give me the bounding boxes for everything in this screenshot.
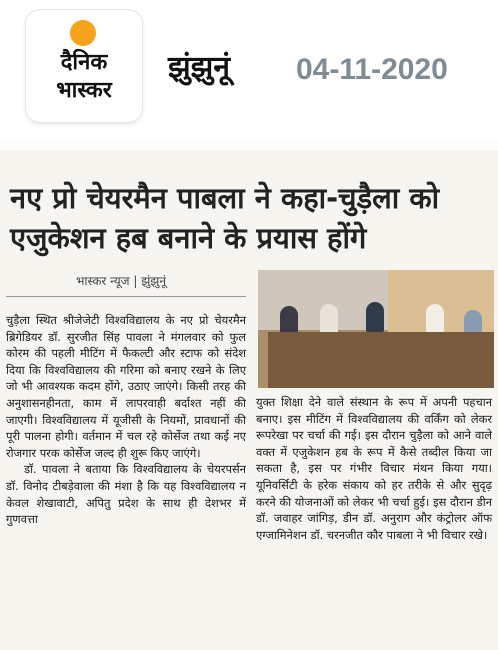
article-headline: नए प्रो चेयरमैन पाबला ने कहा-चुड़ैला को एजुकेशन हब बनाने के प्रयास होंगे: [10, 181, 440, 255]
photo-person: [366, 302, 384, 332]
edition-date: 04-11-2020: [296, 53, 448, 86]
masthead: [0, 0, 498, 140]
article-paragraph: चुड़ैला स्थित श्रीजेजेटी विश्वविद्यालय के नए प्रो चेयरमैन ब्रिगेडियर डॉ. सुरजीत सिंह पावला ने मंगलवार को फुल कोरम की पहली मीटिंग में फैकल्टी और स्टाफ को संदेश दिया कि विश्वविद्यालय की गरिमा को बनाए रखने के लिए जो भी आवश्यक कदम होंगे, उठाए जाएंगे। किसी तरह की अनुशासनहीनता, काम में लापरवाही बर्दाश्त नहीं की जाएगी। विश्वविद्यालय में यूजीसी के नियमों, प्रावधानों की पूरी पालना होगी। वर्तमान में चल रहे कोर्सेज तथा कई नए रोजगार परक कोर्सेज जल्द ही शुरू किए जाएंगे।: [6, 313, 246, 460]
meeting-photo: [258, 270, 494, 388]
article-column-left: [6, 312, 246, 528]
edition-city: झुंझुनूं: [168, 50, 231, 85]
dainik-bhaskar-logo: [26, 10, 142, 122]
article-paragraph: युक्त शिक्षा देने वाले संस्थान के रूप में अपनी पहचान बनाए। इस मीटिंग में विश्वविद्यालय की वर्किंग को लेकर रूपरेखा पर चर्चा की गई। इस दौरान चुड़ैला को आने वाले वक्त में एजुकेशन हब के रूप में कैसे तब्दील किया जा सकता है, इस पर गंभीर विचार मंथन किया गया। यूनिवर्सिटी के हरेक संकाय को हर तरीके से और सुदृढ़ करने की योजनाओं को लेकर भी चर्चा हुई। इस दौरान डीन डॉ. जवाहर जांगिड़, डीन डॉ. अनुराग और कंट्रोलर ऑफ एग्जामिनेशन डॉ. चरनजीत कौर पाबला ने भी विचार रखे।: [256, 395, 492, 542]
article-byline: भास्कर न्यूज | झुंझुनूं: [76, 274, 167, 288]
article-column-right: [256, 394, 492, 543]
article-paragraph: डॉ. पावला ने बताया कि विश्वविद्यालय के चेयरपर्सन डॉ. विनोद टीबड़ेवाला की मंशा है कि यह विश्वविद्यालय न केवल शेखावाटी, अपितु प्रदेश के साथ ही देशभर में गुणवत्ता: [6, 462, 246, 527]
photo-table: [268, 332, 494, 388]
sun-icon: [70, 20, 96, 46]
byline-divider: [6, 296, 246, 297]
logo-text-dainik: दैनिक: [60, 50, 108, 75]
photo-person: [320, 304, 338, 334]
photo-person: [426, 304, 444, 334]
logo-text-bhaskar: भास्कर: [56, 78, 112, 103]
